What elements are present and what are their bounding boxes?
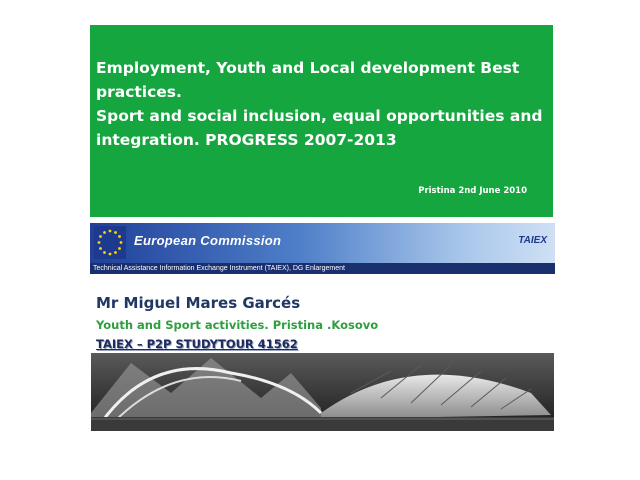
speaker-name: Mr Miguel Mares Garcés: [96, 294, 301, 312]
title-line: integration. PROGRESS 2007-2013: [96, 131, 397, 149]
title-line: Employment, Youth and Local development Best: [96, 59, 520, 77]
title-line: Sport and social inclusion, equal opportunities and: [96, 107, 543, 125]
title-line: practices.: [96, 83, 182, 101]
banner-top: [90, 223, 555, 263]
banner-subtitle: Technical Assistance Information Exchange Instrument (TAIEX), DG Enlargement: [90, 263, 555, 274]
eu-flag-icon: [94, 226, 126, 259]
european-commission-banner: [90, 223, 555, 274]
architecture-photo: [91, 353, 554, 431]
taiex-logo: TAIEX: [518, 235, 547, 246]
commission-label: European Commission: [134, 233, 282, 248]
speaker-role: Youth and Sport activities. Pristina .Kosovo: [96, 318, 379, 332]
event-reference: TAIEX – P2P STUDYTOUR 41562: [96, 337, 298, 351]
presentation-title: [96, 56, 546, 152]
title-panel: [90, 25, 553, 217]
presentation-date: Pristina 2nd June 2010: [418, 186, 527, 196]
